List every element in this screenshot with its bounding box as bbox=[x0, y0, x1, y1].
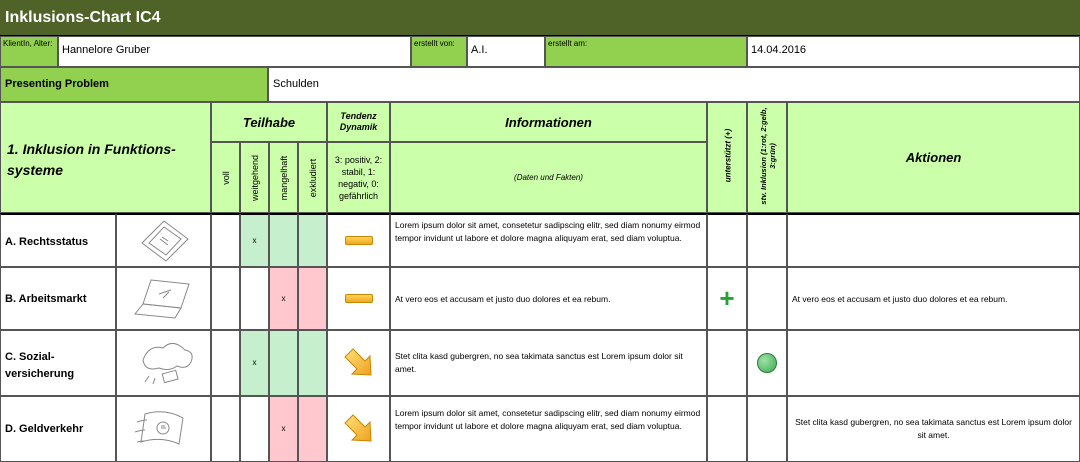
trend-cell[interactable] bbox=[327, 330, 390, 396]
info-cell[interactable]: At vero eos et accusam et justo duo dolores et ea rebum. bbox=[390, 267, 707, 330]
col-exkludiert-label: exkludiert bbox=[308, 158, 318, 198]
trend-cell[interactable] bbox=[327, 396, 390, 462]
trend-down-arrow-icon bbox=[343, 347, 375, 379]
col-voll bbox=[211, 142, 240, 213]
inclusion-status-cell[interactable] bbox=[747, 213, 787, 267]
row-image-sozialversicherung bbox=[116, 330, 211, 396]
cell-mangelhaft[interactable] bbox=[269, 213, 298, 267]
trend-cell[interactable] bbox=[327, 267, 390, 330]
cell-mangelhaft[interactable]: x bbox=[269, 267, 298, 330]
col-weitgehend bbox=[240, 142, 269, 213]
row-image-arbeitsmarkt bbox=[116, 267, 211, 330]
created-at-label: erstellt am: bbox=[545, 36, 747, 67]
created-at-value[interactable]: 14.04.2016 bbox=[747, 36, 1080, 67]
cell-exkludiert[interactable] bbox=[298, 330, 327, 396]
supported-cell[interactable] bbox=[707, 267, 747, 330]
supported-cell[interactable] bbox=[707, 213, 747, 267]
row-label-sozialversicherung: C. Sozial-versicherung bbox=[0, 330, 116, 396]
banknote-sketch-icon bbox=[129, 402, 199, 456]
cell-weitgehend[interactable] bbox=[240, 396, 269, 462]
info-cell[interactable]: Stet clita kasd gubergren, no sea takimata sanctus est Lorem ipsum dolor sit amet. bbox=[390, 330, 707, 396]
aktionen-header: Aktionen bbox=[787, 102, 1080, 213]
cell-exkludiert[interactable] bbox=[298, 213, 327, 267]
col-weitgehend-label: weitgehend bbox=[250, 154, 260, 202]
col-mangelhaft bbox=[269, 142, 298, 213]
info-cell[interactable]: Lorem ipsum dolor sit amet, consetetur sadipscing elitr, sed diam nonumy eirmod tempor invidunt ut labore et dolore magna aliquyam erat, sed diam voluptua. bbox=[390, 396, 707, 462]
plus-icon: + bbox=[719, 283, 735, 313]
chart-title: Inklusions-Chart IC4 bbox=[0, 0, 1080, 36]
umbrella-sketch-icon bbox=[129, 336, 199, 390]
col-mangelhaft-label: mangelhaft bbox=[279, 155, 289, 201]
informationen-header: Informationen bbox=[390, 102, 707, 142]
inclusion-status-cell[interactable] bbox=[747, 267, 787, 330]
inclusion-status-cell[interactable] bbox=[747, 330, 787, 396]
row-label-arbeitsmarkt: B. Arbeitsmarkt bbox=[0, 267, 116, 330]
action-cell[interactable]: Stet clita kasd gubergren, no sea takimata sanctus est Lorem ipsum dolor sit amet. bbox=[787, 396, 1080, 462]
cell-voll[interactable] bbox=[211, 213, 240, 267]
tendenz-legend: 3: positiv, 2: stabil, 1: negativ, 0: gefährlich bbox=[327, 142, 390, 213]
stv-inklusion-header bbox=[747, 102, 787, 213]
stv-inklusion-label: stv. Inklusion (1:rot, 2:gelb, 3:grün) bbox=[759, 107, 777, 205]
informationen-sub: (Daten und Fakten) bbox=[390, 142, 707, 213]
cell-mangelhaft[interactable] bbox=[269, 330, 298, 396]
trend-stable-icon bbox=[345, 236, 373, 245]
cell-weitgehend[interactable]: x bbox=[240, 330, 269, 396]
supported-cell[interactable] bbox=[707, 330, 747, 396]
col-voll-label: voll bbox=[221, 171, 231, 185]
cell-voll[interactable] bbox=[211, 330, 240, 396]
action-cell[interactable] bbox=[787, 213, 1080, 267]
client-label: KlientIn, Alter: bbox=[0, 36, 58, 67]
action-cell[interactable] bbox=[787, 330, 1080, 396]
trend-down-arrow-icon bbox=[343, 413, 375, 445]
document-sketch-icon bbox=[134, 217, 194, 265]
trend-cell[interactable] bbox=[327, 213, 390, 267]
unterstuetzt-header bbox=[707, 102, 747, 213]
row-label-rechtsstatus: A. Rechtsstatus bbox=[0, 213, 116, 267]
row-image-rechtsstatus bbox=[116, 213, 211, 267]
tendenz-header: Tendenz Dynamik bbox=[327, 102, 390, 142]
section-title: 1. Inklusion in Funktions-systeme bbox=[0, 102, 211, 213]
cell-exkludiert[interactable] bbox=[298, 396, 327, 462]
teilhabe-header: Teilhabe bbox=[211, 102, 327, 142]
row-image-geldverkehr bbox=[116, 396, 211, 462]
cell-exkludiert[interactable] bbox=[298, 267, 327, 330]
client-value[interactable]: Hannelore Gruber bbox=[58, 36, 411, 67]
presenting-problem-value[interactable]: Schulden bbox=[268, 67, 1080, 102]
cell-voll[interactable] bbox=[211, 396, 240, 462]
action-cell[interactable]: At vero eos et accusam et justo duo dolores et ea rebum. bbox=[787, 267, 1080, 330]
cell-weitgehend[interactable]: x bbox=[240, 213, 269, 267]
unterstuetzt-label: unterstützt (+) bbox=[723, 128, 733, 183]
created-by-label: erstellt von: bbox=[411, 36, 467, 67]
cell-mangelhaft[interactable]: x bbox=[269, 396, 298, 462]
supported-cell[interactable] bbox=[707, 396, 747, 462]
created-by-value[interactable]: A.I. bbox=[467, 36, 545, 67]
green-status-icon bbox=[757, 353, 777, 373]
inclusion-status-cell[interactable] bbox=[747, 396, 787, 462]
trend-stable-icon bbox=[345, 294, 373, 303]
cell-weitgehend[interactable] bbox=[240, 267, 269, 330]
cell-voll[interactable] bbox=[211, 267, 240, 330]
info-cell[interactable]: Lorem ipsum dolor sit amet, consetetur sadipscing elitr, sed diam nonumy eirmod tempor invidunt ut labore et dolore magna aliquyam erat, sed diam voluptua. bbox=[390, 213, 707, 267]
presenting-problem-label: Presenting Problem bbox=[0, 67, 268, 102]
laptop-sketch-icon bbox=[129, 274, 199, 324]
col-exkludiert bbox=[298, 142, 327, 213]
row-label-geldverkehr: D. Geldverkehr bbox=[0, 396, 116, 462]
